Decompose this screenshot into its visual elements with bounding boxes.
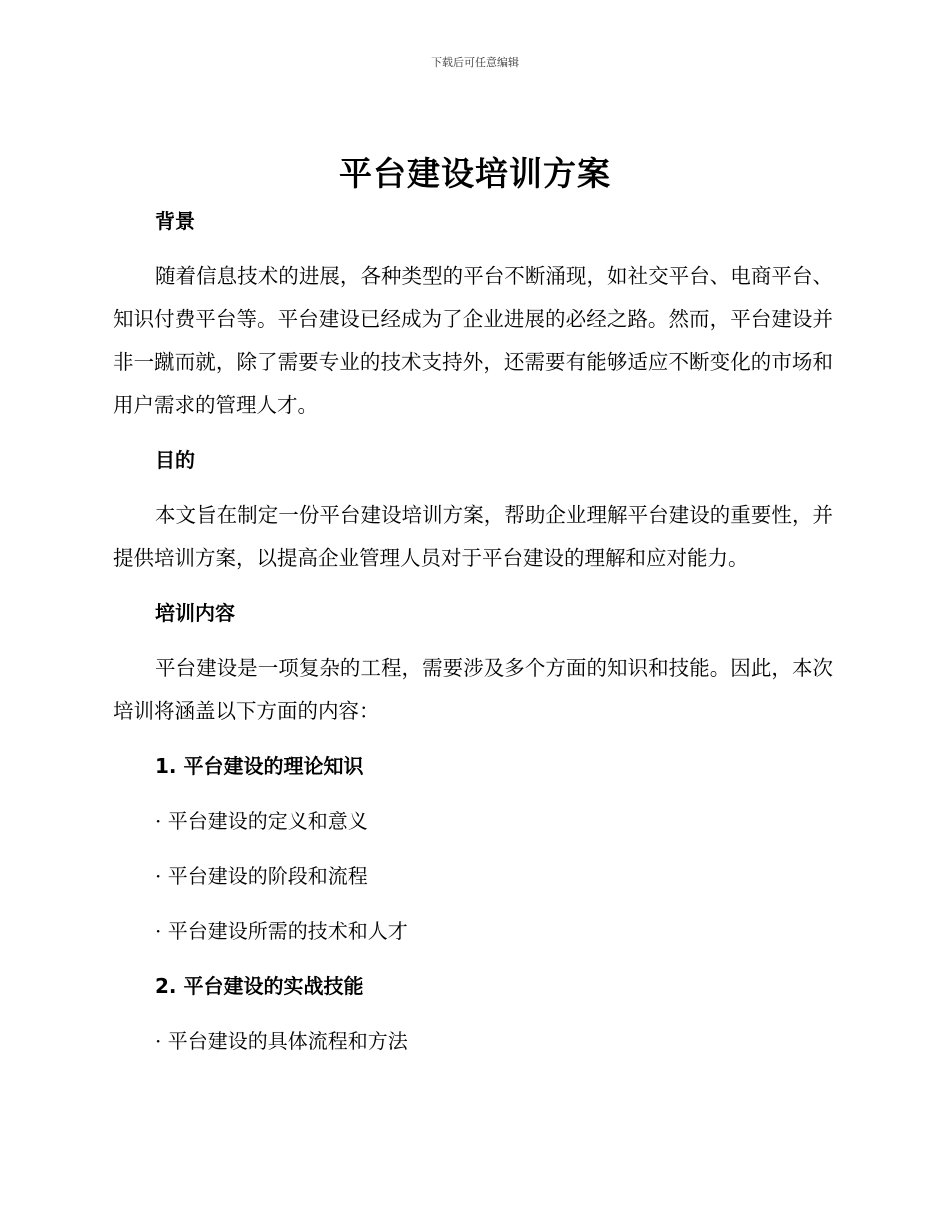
- section-paragraph-background: 随着信息技术的进展，各种类型的平台不断涌现，如社交平台、电商平台、知识付费平台等。平台建设已经成为了企业进展的必经之路。然而，平台建设并非一蹴而就，除了需要专业的技术支持外，还需要有能够适应不断变化的市场和用户需求的管理人才。: [113, 264, 833, 417]
- header-note: 下载后可任意编辑: [431, 56, 519, 69]
- section-heading-background: 背景: [155, 209, 195, 233]
- document-body: [113, 200, 833, 1075]
- section-paragraph-training-content: 平台建设是一项复杂的工程，需要涉及多个方面的知识和技能。因此，本次培训将涵盖以下方面的内容：: [113, 656, 833, 723]
- list-item: · 平台建设所需的技术和人才: [155, 919, 408, 943]
- page-title: 平台建设培训方案: [339, 154, 611, 193]
- module-heading-practice: 2. 平台建设的实战技能: [155, 974, 364, 998]
- section-heading-training-content: 培训内容: [155, 601, 235, 625]
- module-heading-theory: 1. 平台建设的理论知识: [155, 754, 364, 778]
- list-item: · 平台建设的具体流程和方法: [155, 1029, 408, 1053]
- section-heading-purpose: 目的: [155, 448, 195, 472]
- list-item: · 平台建设的阶段和流程: [155, 864, 368, 888]
- list-item: · 平台建设的定义和意义: [155, 809, 368, 833]
- section-paragraph-purpose: 本文旨在制定一份平台建设培训方案，帮助企业理解平台建设的重要性，并提供培训方案，以提高企业管理人员对于平台建设的理解和应对能力。: [113, 503, 833, 570]
